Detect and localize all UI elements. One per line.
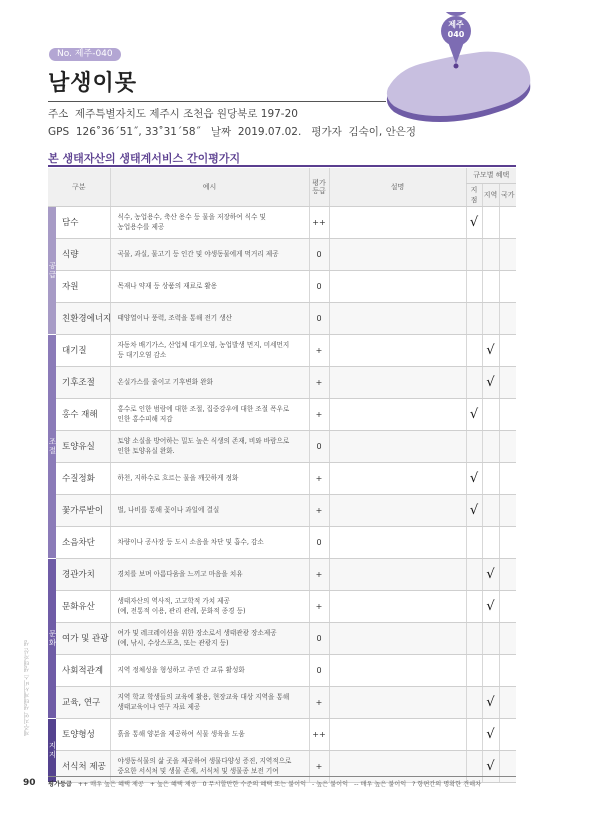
meta-line [48, 124, 416, 139]
scale-local-cell [466, 270, 482, 302]
table-row [48, 430, 516, 462]
table-row [48, 590, 516, 622]
service-item: 토양유실 [56, 430, 110, 462]
scale-local-cell [466, 238, 482, 270]
example-line: 흙을 통해 양분을 제공하여 식물 생육을 도움 [117, 730, 245, 738]
example-cell [110, 302, 309, 334]
page-title: 남생이못 [48, 71, 138, 96]
check-mark-icon: √ [486, 342, 495, 358]
side-caption: 제주지역 생태계서비스 생태자산 생 [24, 640, 31, 736]
scale-regional-cell [482, 750, 499, 782]
example-line: 태양열이나 풍력, 조력을 통해 전기 생산 [117, 314, 232, 322]
example-line: 곡물, 과실, 물고기 등 인간 및 야생동물에게 먹거리 제공 [117, 250, 279, 258]
check-mark-icon: √ [486, 598, 495, 614]
pin-dot [454, 64, 459, 69]
grade-cell: 0 [309, 270, 329, 302]
service-item: 대기질 [56, 334, 110, 366]
example-cell [110, 270, 309, 302]
example-cell [110, 398, 309, 430]
description-cell [329, 302, 466, 334]
scale-local-cell [466, 718, 482, 750]
section-divider [48, 165, 516, 167]
example-cell [110, 206, 309, 238]
scale-regional-cell [482, 622, 499, 654]
scale-local-cell [466, 206, 482, 238]
service-item: 문화유산 [56, 590, 110, 622]
legend-item: ++ 매우 높은 혜택 제공 [77, 781, 144, 788]
scale-local-cell [466, 462, 482, 494]
example-cell [110, 238, 309, 270]
header-scale: 규모별 혜택 [466, 168, 516, 183]
example-cell [110, 366, 309, 398]
description-cell [329, 750, 466, 782]
example-line: 온실가스를 줄이고 기후변화 완화 [117, 378, 213, 386]
evaluation-table [48, 168, 516, 783]
example-line: 생태교육이나 연구 자료 제공 [117, 703, 201, 711]
scale-national-cell [499, 686, 516, 718]
scale-national-cell [499, 398, 516, 430]
grade-cell: 0 [309, 302, 329, 334]
example-line: 식수, 농업용수, 축산 용수 등 물을 저장하여 식수 및 [117, 213, 266, 221]
header-national: 국가 [499, 183, 516, 206]
service-item: 교육, 연구 [56, 686, 110, 718]
table-row [48, 206, 516, 238]
example-cell [110, 526, 309, 558]
scale-regional-cell [482, 590, 499, 622]
table-row [48, 686, 516, 718]
scale-national-cell [499, 526, 516, 558]
category-cell [48, 206, 56, 334]
title-divider [48, 101, 386, 102]
grade-cell: + [309, 494, 329, 526]
address-line [48, 106, 298, 121]
grade-cell: 0 [309, 654, 329, 686]
description-cell [329, 430, 466, 462]
service-item: 자원 [56, 270, 110, 302]
scale-national-cell [499, 270, 516, 302]
example-line: 벌, 나비를 통해 꽃이나 과일에 결실 [117, 506, 220, 514]
header-category: 구분 [48, 168, 110, 206]
table-row [48, 462, 516, 494]
example-line: 야생동식물의 삶 곳을 제공하여 생물다양성 증진, 지역적으로 [117, 757, 292, 765]
example-line: 홍수로 인한 범람에 대한 조절, 집중강우에 대한 조절 폭우로 [117, 405, 290, 413]
service-item: 식량 [56, 238, 110, 270]
table-row [48, 302, 516, 334]
evaluator-label: 평가자 [311, 126, 342, 138]
scale-national-cell [499, 334, 516, 366]
check-mark-icon: √ [469, 502, 479, 518]
scale-regional-cell [482, 558, 499, 590]
description-cell [329, 462, 466, 494]
grade-cell: ++ [309, 718, 329, 750]
gps-value: 126˚36´51˝, 33˚31´58˝ [75, 126, 201, 138]
grade-cell: 0 [309, 238, 329, 270]
category-label: 공급 [48, 261, 57, 279]
scale-national-cell [499, 750, 516, 782]
service-item: 홍수 재해 [56, 398, 110, 430]
table-row [48, 334, 516, 366]
scale-national-cell [499, 430, 516, 462]
scale-regional-cell [482, 462, 499, 494]
table-row [48, 622, 516, 654]
grade-cell: 0 [309, 526, 329, 558]
category-label: 조절 [48, 437, 57, 455]
scale-local-cell [466, 302, 482, 334]
scale-regional-cell [482, 366, 499, 398]
table-row [48, 238, 516, 270]
grade-cell: + [309, 590, 329, 622]
grade-cell: + [309, 686, 329, 718]
example-cell [110, 334, 309, 366]
table-row [48, 718, 516, 750]
evaluator-value: 김숙이, 안은정 [348, 126, 417, 138]
check-mark-icon: √ [486, 374, 495, 390]
example-cell [110, 718, 309, 750]
example-cell [110, 622, 309, 654]
check-mark-icon: √ [469, 406, 479, 422]
legend-item: 0 무시할만한 수준의 혜택 또는 불이익 [202, 781, 307, 788]
category-label: 지지 [48, 741, 57, 759]
scale-local-cell [466, 622, 482, 654]
scale-regional-cell [482, 206, 499, 238]
legend-title: 평가등급 [48, 781, 72, 788]
scale-national-cell [499, 718, 516, 750]
scale-national-cell [499, 206, 516, 238]
scale-national-cell [499, 654, 516, 686]
scale-regional-cell [482, 654, 499, 686]
service-item: 서식처 제공 [56, 750, 110, 782]
category-cell [48, 718, 56, 782]
grade-cell: + [309, 558, 329, 590]
scale-regional-cell [482, 302, 499, 334]
legend-item: + 높은 혜택 제공 [149, 781, 197, 788]
service-item: 수질정화 [56, 462, 110, 494]
service-item: 경관가치 [56, 558, 110, 590]
service-item: 기후조절 [56, 366, 110, 398]
category-label: 문화 [48, 629, 57, 647]
example-line: 목재나 약재 등 상품의 재료로 활용 [117, 282, 218, 290]
check-mark-icon: √ [469, 470, 479, 486]
scale-national-cell [499, 462, 516, 494]
service-item: 토양형성 [56, 718, 110, 750]
description-cell [329, 206, 466, 238]
grade-cell: + [309, 462, 329, 494]
description-cell [329, 526, 466, 558]
example-line: 하천, 지하수로 흐르는 물을 깨끗하게 정화 [117, 474, 239, 482]
scale-local-cell [466, 750, 482, 782]
scale-regional-cell [482, 718, 499, 750]
category-cell [48, 334, 56, 558]
example-cell [110, 686, 309, 718]
scale-regional-cell [482, 526, 499, 558]
example-line: 농업용수를 제공 [117, 223, 165, 231]
grade-legend [48, 779, 481, 788]
scale-regional-cell [482, 494, 499, 526]
number-badge: No. 제주-040 [49, 48, 121, 61]
grade-cell: ++ [309, 206, 329, 238]
service-item: 여가 및 관광 [56, 622, 110, 654]
description-cell [329, 718, 466, 750]
table-row [48, 398, 516, 430]
example-cell [110, 590, 309, 622]
table-row [48, 558, 516, 590]
example-line: 지역 학교 학생들의 교육에 활용, 현장교육 대상 지역을 통해 [117, 693, 290, 701]
description-cell [329, 398, 466, 430]
description-cell [329, 686, 466, 718]
example-cell [110, 494, 309, 526]
scale-national-cell [499, 302, 516, 334]
scale-local-cell [466, 366, 482, 398]
service-item: 소음차단 [56, 526, 110, 558]
scale-regional-cell [482, 398, 499, 430]
date-value: 2019.07.02. [237, 126, 302, 138]
description-cell [329, 558, 466, 590]
table-row [48, 526, 516, 558]
scale-national-cell [499, 238, 516, 270]
header-grade: 평가등급 [309, 168, 329, 206]
grade-cell: 0 [309, 430, 329, 462]
header-local: 지점 [466, 183, 482, 206]
example-line: 인한 토양유실 완화. [117, 447, 175, 455]
legend-item: ? 항편간의 명확한 견해차 [412, 781, 482, 788]
example-line: 여가 및 레크레이션을 위한 장소로서 생태관광 장소제공 [117, 629, 277, 637]
table-body [48, 206, 516, 782]
description-cell [329, 334, 466, 366]
example-line: 등 대기오염 감소 [117, 351, 167, 359]
example-line: 자동차 배기가스, 산업체 대기오염, 농업발생 먼지, 미세먼지 [117, 341, 290, 349]
footer-divider [48, 776, 516, 777]
header-description: 설명 [329, 168, 466, 206]
service-item: 사회적관계 [56, 654, 110, 686]
scale-local-cell [466, 558, 482, 590]
table-row [48, 270, 516, 302]
scale-national-cell [499, 590, 516, 622]
service-item: 담수 [56, 206, 110, 238]
scale-local-cell [466, 686, 482, 718]
description-cell [329, 622, 466, 654]
scale-national-cell [499, 558, 516, 590]
example-line: 경치를 보며 아름다움을 느끼고 마음을 치유 [117, 570, 243, 578]
header-regional: 지역 [482, 183, 499, 206]
description-cell [329, 238, 466, 270]
gps-label: GPS [48, 126, 70, 138]
scale-local-cell [466, 654, 482, 686]
example-line: (예, 낚시, 수상스포츠, 또는 관광지 등) [117, 639, 229, 647]
table-row [48, 654, 516, 686]
scale-national-cell [499, 366, 516, 398]
map-pin-label [441, 20, 471, 40]
example-cell [110, 750, 309, 782]
scale-national-cell [499, 494, 516, 526]
grade-cell: 0 [309, 622, 329, 654]
table-row [48, 494, 516, 526]
example-line: 중요한 서식처 및 생물 존재, 서식처 및 생물종 보전 기여 [117, 767, 279, 775]
table-row [48, 750, 516, 782]
example-cell [110, 462, 309, 494]
example-line: 생태자산의 역사적, 고고학적 가치 제공 [117, 597, 230, 605]
scale-local-cell [466, 494, 482, 526]
scale-regional-cell [482, 334, 499, 366]
scale-local-cell [466, 590, 482, 622]
check-mark-icon: √ [469, 214, 479, 230]
check-mark-icon: √ [486, 726, 495, 742]
scale-local-cell [466, 526, 482, 558]
category-cell [48, 558, 56, 718]
legend-item: - 높은 불이익 [312, 781, 349, 788]
scale-national-cell [499, 622, 516, 654]
grade-cell: + [309, 366, 329, 398]
example-cell [110, 430, 309, 462]
check-mark-icon: √ [486, 566, 495, 582]
pin-number: 040 [447, 30, 465, 39]
address-label: 주소 [48, 108, 69, 120]
example-cell [110, 654, 309, 686]
table-row [48, 366, 516, 398]
example-line: 인한 홍수피해 저감 [117, 415, 173, 423]
scale-regional-cell [482, 686, 499, 718]
description-cell [329, 590, 466, 622]
description-cell [329, 494, 466, 526]
header-example: 예시 [110, 168, 309, 206]
pin-region: 제주 [448, 20, 464, 29]
example-line: 차량이나 공사장 등 도시 소음을 차단 및 흡수, 감소 [117, 538, 264, 546]
scale-local-cell [466, 398, 482, 430]
scale-regional-cell [482, 270, 499, 302]
address-value: 제주특별자치도 제주시 조천읍 원당북로 197-20 [74, 108, 298, 120]
grade-cell: + [309, 334, 329, 366]
description-cell [329, 270, 466, 302]
scale-local-cell [466, 334, 482, 366]
date-label: 날짜 [210, 126, 232, 138]
example-line: 토양 소실을 방어하는 밀도 높은 식생의 존재, 비와 바람으로 [117, 437, 290, 445]
section-title: 본 생태자산의 생태계서비스 간이평가지 [48, 152, 241, 165]
example-cell [110, 558, 309, 590]
grade-cell: + [309, 750, 329, 782]
scale-regional-cell [482, 430, 499, 462]
description-cell [329, 366, 466, 398]
description-cell [329, 654, 466, 686]
check-mark-icon: √ [486, 694, 495, 710]
service-item: 친환경에너지 [56, 302, 110, 334]
scale-regional-cell [482, 238, 499, 270]
check-mark-icon: √ [486, 758, 495, 774]
scale-local-cell [466, 430, 482, 462]
page-number: 90 [23, 778, 36, 788]
legend-item: -- 매우 높은 불이익 [353, 781, 407, 788]
grade-cell: + [309, 398, 329, 430]
example-line: (예, 전통적 이용, 관리 관례, 문화적 종경 등) [117, 607, 246, 615]
service-item: 꽃가루받이 [56, 494, 110, 526]
example-line: 지역 정체성을 형성하고 주민 간 교류 활성화 [117, 666, 245, 674]
